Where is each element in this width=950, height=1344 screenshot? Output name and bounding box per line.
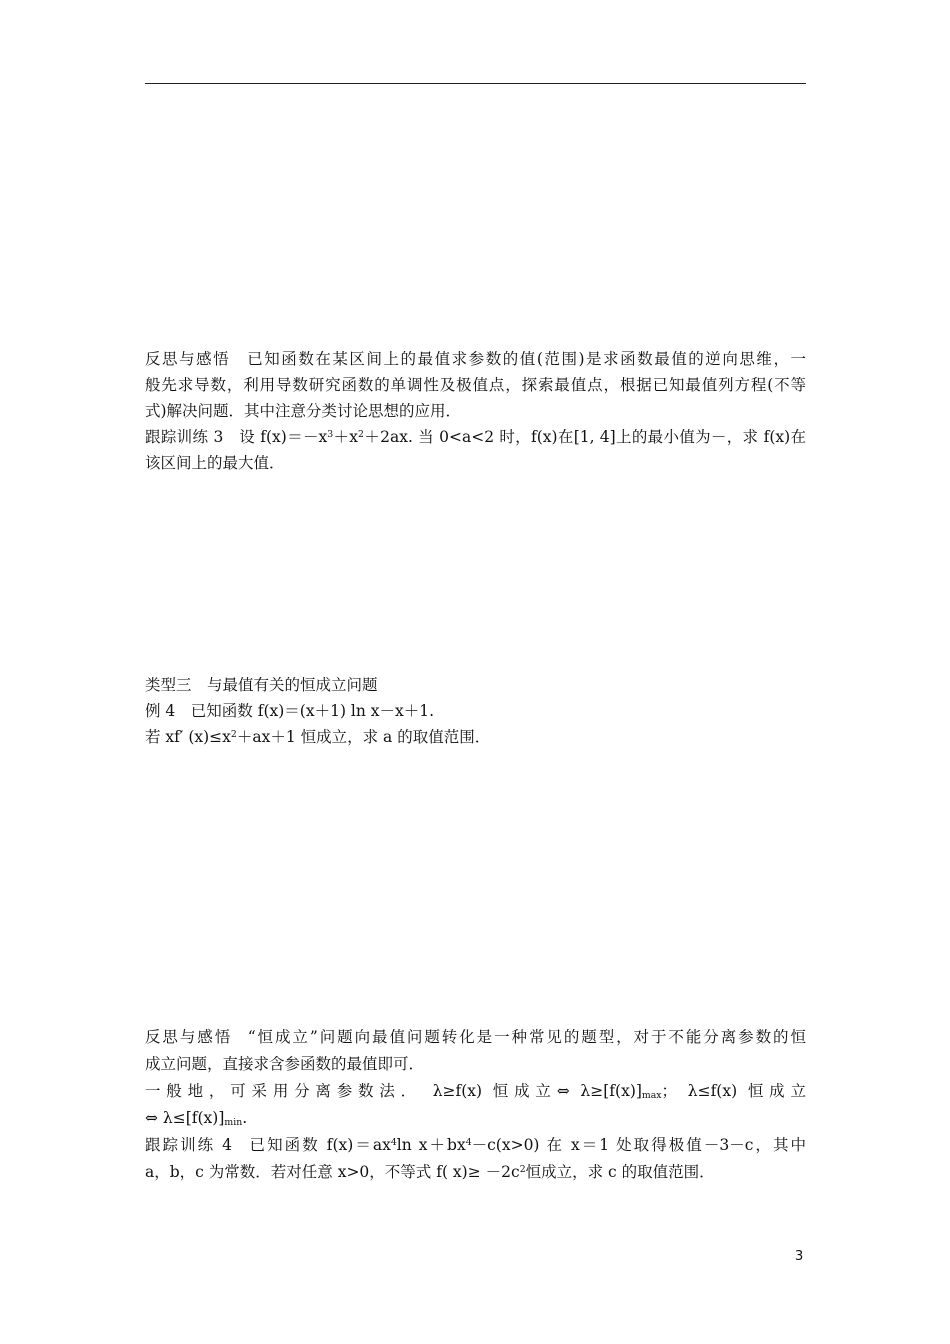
- training-3-line-2: 该区间上的最大值．: [145, 454, 285, 472]
- training-4-line-1: 跟踪训练 4 已知函数 $f(x)=ax^4\ln$ $x+bx^4-c(x>0)$ 在 x＝1 处取得极值－3－c，其中: [145, 1136, 807, 1154]
- example-4-question: 若 xf′ $(x)\le x^2+ax+1$ 恒成立，求 a 的取值范围．: [145, 728, 491, 746]
- example-4-line: 例 4 已知函数 f(x)＝(x＋1) ln x－x＋1.: [145, 702, 435, 720]
- method-line-1: 一般地，可采用分离参数法． λ≥f(x) 恒成立⇔ $\lambda\ge[f(x)]_{max}$； λ≤f(x) 恒成立: [145, 1082, 806, 1101]
- training-3-line-1: 跟踪训练 3 设 $f(x)=-x^3+x^2+2ax$. 当 0<a<2 时，f(x)在[1, 4]上的最小值为－，求 f(x)在: [145, 428, 807, 446]
- reflection-line-2: 般先求导数，利用导数研究函数的单调性及极值点，探索最值点，根据已知最值列方程(不等: [145, 376, 806, 394]
- page-number: 3: [795, 1249, 804, 1264]
- header-rule: [145, 83, 806, 84]
- training-3-title: 跟踪训练 3: [145, 428, 224, 446]
- method-line-2: ⇔ $\lambda\le[f(x)]_{min}$.: [145, 1109, 248, 1128]
- type-three-block: [145, 672, 806, 750]
- reflection-2-line-2: 成立问题，直接求含参函数的最值即可．: [145, 1055, 425, 1073]
- example-4-title: 例 4: [145, 702, 176, 720]
- reflection-line-3: 式)解决问题．其中注意分类讨论思想的应用．: [145, 402, 462, 420]
- reflection-title: 反思与感悟: [145, 350, 231, 368]
- reflection-2-title: 反思与感悟: [145, 1028, 233, 1046]
- training-4-line-2: a，b，c 为常数．若对任意 x>0，不等式 f( $x)\ge -2c^2$恒成立，求 c 的取值范围．: [145, 1163, 715, 1181]
- reflection-block-1: [145, 346, 806, 476]
- type-heading: 类型三 与最值有关的恒成立问题: [145, 676, 378, 694]
- reflection-2-line-1: 反思与感悟 “恒成立”问题向最值问题转化是一种常见的题型，对于不能分离参数的恒: [145, 1028, 806, 1046]
- training-4-title: 跟踪训练 4: [145, 1136, 233, 1154]
- reflection-block-2: [145, 1024, 806, 1186]
- reflection-line-1: 反思与感悟 已知函数在某区间上的最值求参数的值(范围)是求函数最值的逆向思维，一: [145, 350, 806, 368]
